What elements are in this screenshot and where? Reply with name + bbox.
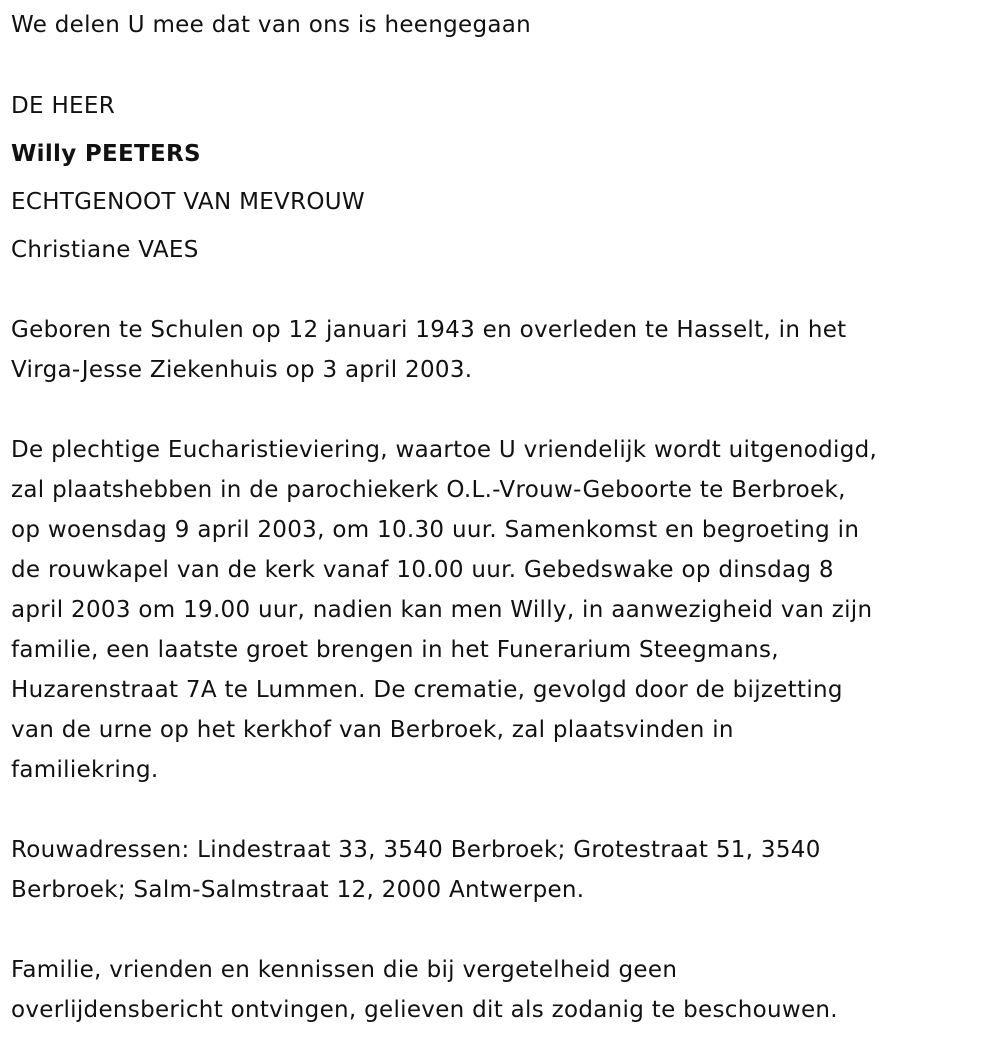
title-text: DE HEER — [11, 93, 115, 119]
ceremony-line: Huzarenstraat 7A te Lummen. De crematie, gevolgd door de bijzetting — [11, 677, 843, 703]
ceremony-line: de rouwkapel van de kerk vanaf 10.00 uur. Gebedswake op dinsdag 8 — [11, 557, 834, 583]
ceremony-line: zal plaatshebben in de parochiekerk O.L.-Vrouw-Geboorte te Berbroek, — [11, 477, 846, 503]
ceremony-line: familie, een laatste groet brengen in het Funerarium Steegmans, — [11, 637, 779, 663]
relation-text: ECHTGENOOT VAN MEVROUW — [11, 189, 365, 215]
intro-text: We delen U mee dat van ons is heengegaan — [11, 12, 532, 38]
birth-death-line: Virga-Jesse Ziekenhuis op 3 april 2003. — [11, 357, 473, 383]
addresses-line: Rouwadressen: Lindestraat 33, 3540 Berbroek; Grotestraat 51, 3540 — [11, 837, 821, 863]
closing-line: overlijdensbericht ontvingen, gelieven dit als zodanig te beschouwen. — [11, 997, 838, 1023]
ceremony-line: van de urne op het kerkhof van Berbroek, zal plaatsvinden in — [11, 717, 734, 743]
deceased-name: Willy PEETERS — [11, 141, 201, 167]
birth-death-line: Geboren te Schulen op 12 januari 1943 en overleden te Hasselt, in het — [11, 317, 847, 343]
ceremony-line: april 2003 om 19.00 uur, nadien kan men Willy, in aanwezigheid van zijn — [11, 597, 873, 623]
spouse-name: Christiane VAES — [11, 237, 199, 263]
addresses-line: Berbroek; Salm-Salmstraat 12, 2000 Antwerpen. — [11, 877, 585, 903]
ceremony-line: familiekring. — [11, 757, 159, 783]
ceremony-line: De plechtige Eucharistieviering, waartoe U vriendelijk wordt uitgenodigd, — [11, 437, 878, 463]
closing-line: Familie, vrienden en kennissen die bij vergetelheid geen — [11, 957, 678, 983]
ceremony-line: op woensdag 9 april 2003, om 10.30 uur. Samenkomst en begroeting in — [11, 517, 860, 543]
